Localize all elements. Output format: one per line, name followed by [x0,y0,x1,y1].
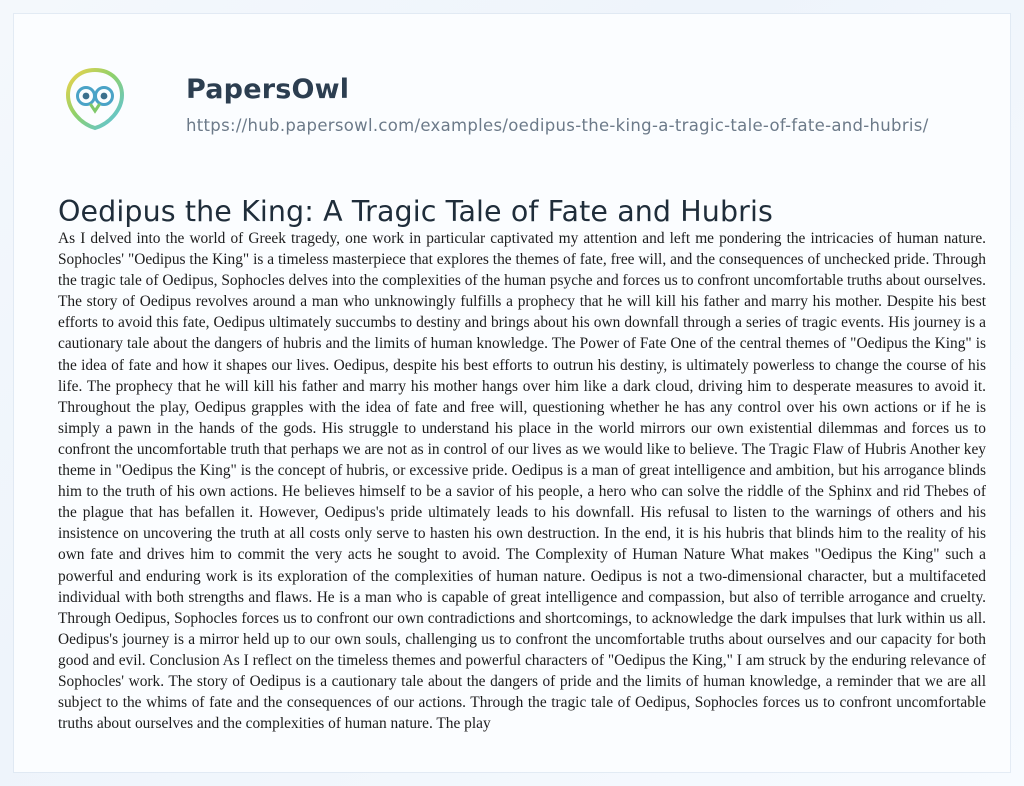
document-sheet [14,14,1010,772]
site-header [46,60,976,144]
brand-name: PapersOwl [186,74,350,105]
page-url[interactable]: https://hub.papersowl.com/examples/oedipus-the-king-a-tragic-tale-of-fate-and-hubris/ [186,116,929,135]
owl-logo-icon [62,66,128,132]
article-body: As I delved into the world of Greek tragedy, one work in particular captivated my attention and left me pondering the intricacies of human nature. Sophocles' "Oedipus the King" is a timeless masterpiece that explores the themes of fate, free will, and the consequences of unchecked pride. Through the tragic tale of Oedipus, Sophocles delves into the complexities of the human psyche and forces us to confront uncomfortable truths about ourselves. The story of Oedipus revolves around a man who unknowingly fulfills a prophecy that he will kill his father and marry his mother. Despite his best efforts to avoid this fate, Oedipus ultimately succumbs to destiny and brings about his own downfall through a series of tragic events. His journey is a cautionary tale about the dangers of hubris and the limits of human knowledge. The Power of Fate One of the central themes of "Oedipus the King" is the idea of fate and how it shapes our lives. Oedipus, despite his best efforts to outrun his destiny, is ultimately powerless to change the course of his life. The prophecy that he will kill his father and marry his mother hangs over him like a dark cloud, driving him to desperate measures to avoid it. Throughout the play, Oedipus grapples with the idea of fate and free will, questioning whether he has any control over his own actions or if he is simply a pawn in the hands of the gods. His struggle to understand his place in the world mirrors our own existential dilemmas and forces us to confront the uncomfortable truth that perhaps we are not as in control of our lives as we would like to believe. The Tragic Flaw of Hubris Another key theme in "Oedipus the King" is the concept of hubris, or excessive pride. Oedipus is a man of great intelligence and ambition, but his arrogance blinds him to the truth of his own actions. He believes himself to be a savior of his people, a hero who can solve the riddle of the Sphinx and rid Thebes of the plague that has befallen it. However, Oedipus's pride ultimately leads to his downfall. His refusal to listen to the warnings of others and his insistence on uncovering the truth at all costs only serve to hasten his own destruction. In the end, it is his hubris that blinds him to the reality of his own fate and drives him to commit the very acts he sought to avoid. The Complexity of Human Nature What makes "Oedipus the King" such a powerful and enduring work is its exploration of the complexities of human nature. Oedipus is not a two-dimensional character, but a multifaceted individual with both strengths and flaws. He is a man who is capable of great intelligence and compassion, but also of terrible arrogance and cruelty. Through Oedipus, Sophocles forces us to confront our own contradictions and shortcomings, to acknowledge the dark impulses that lurk within us all. Oedipus's journey is a mirror held up to our own souls, challenging us to confront the uncomfortable truths about ourselves and our capacity for both good and evil. Conclusion As I reflect on the timeless themes and powerful characters of "Oedipus the King," I am struck by the enduring relevance of Sophocles' work. The story of Oedipus is a cautionary tale about the dangers of pride and the limits of human knowledge, a reminder that we are all subject to the whims of fate and the consequences of our actions. Through the tragic tale of Oedipus, Sophocles forces us to confront uncomfortable truths about ourselves and the complexities of human nature. The play [58,230,986,733]
page-title: Oedipus the King: A Tragic Tale of Fate and Hubris [58,195,773,229]
